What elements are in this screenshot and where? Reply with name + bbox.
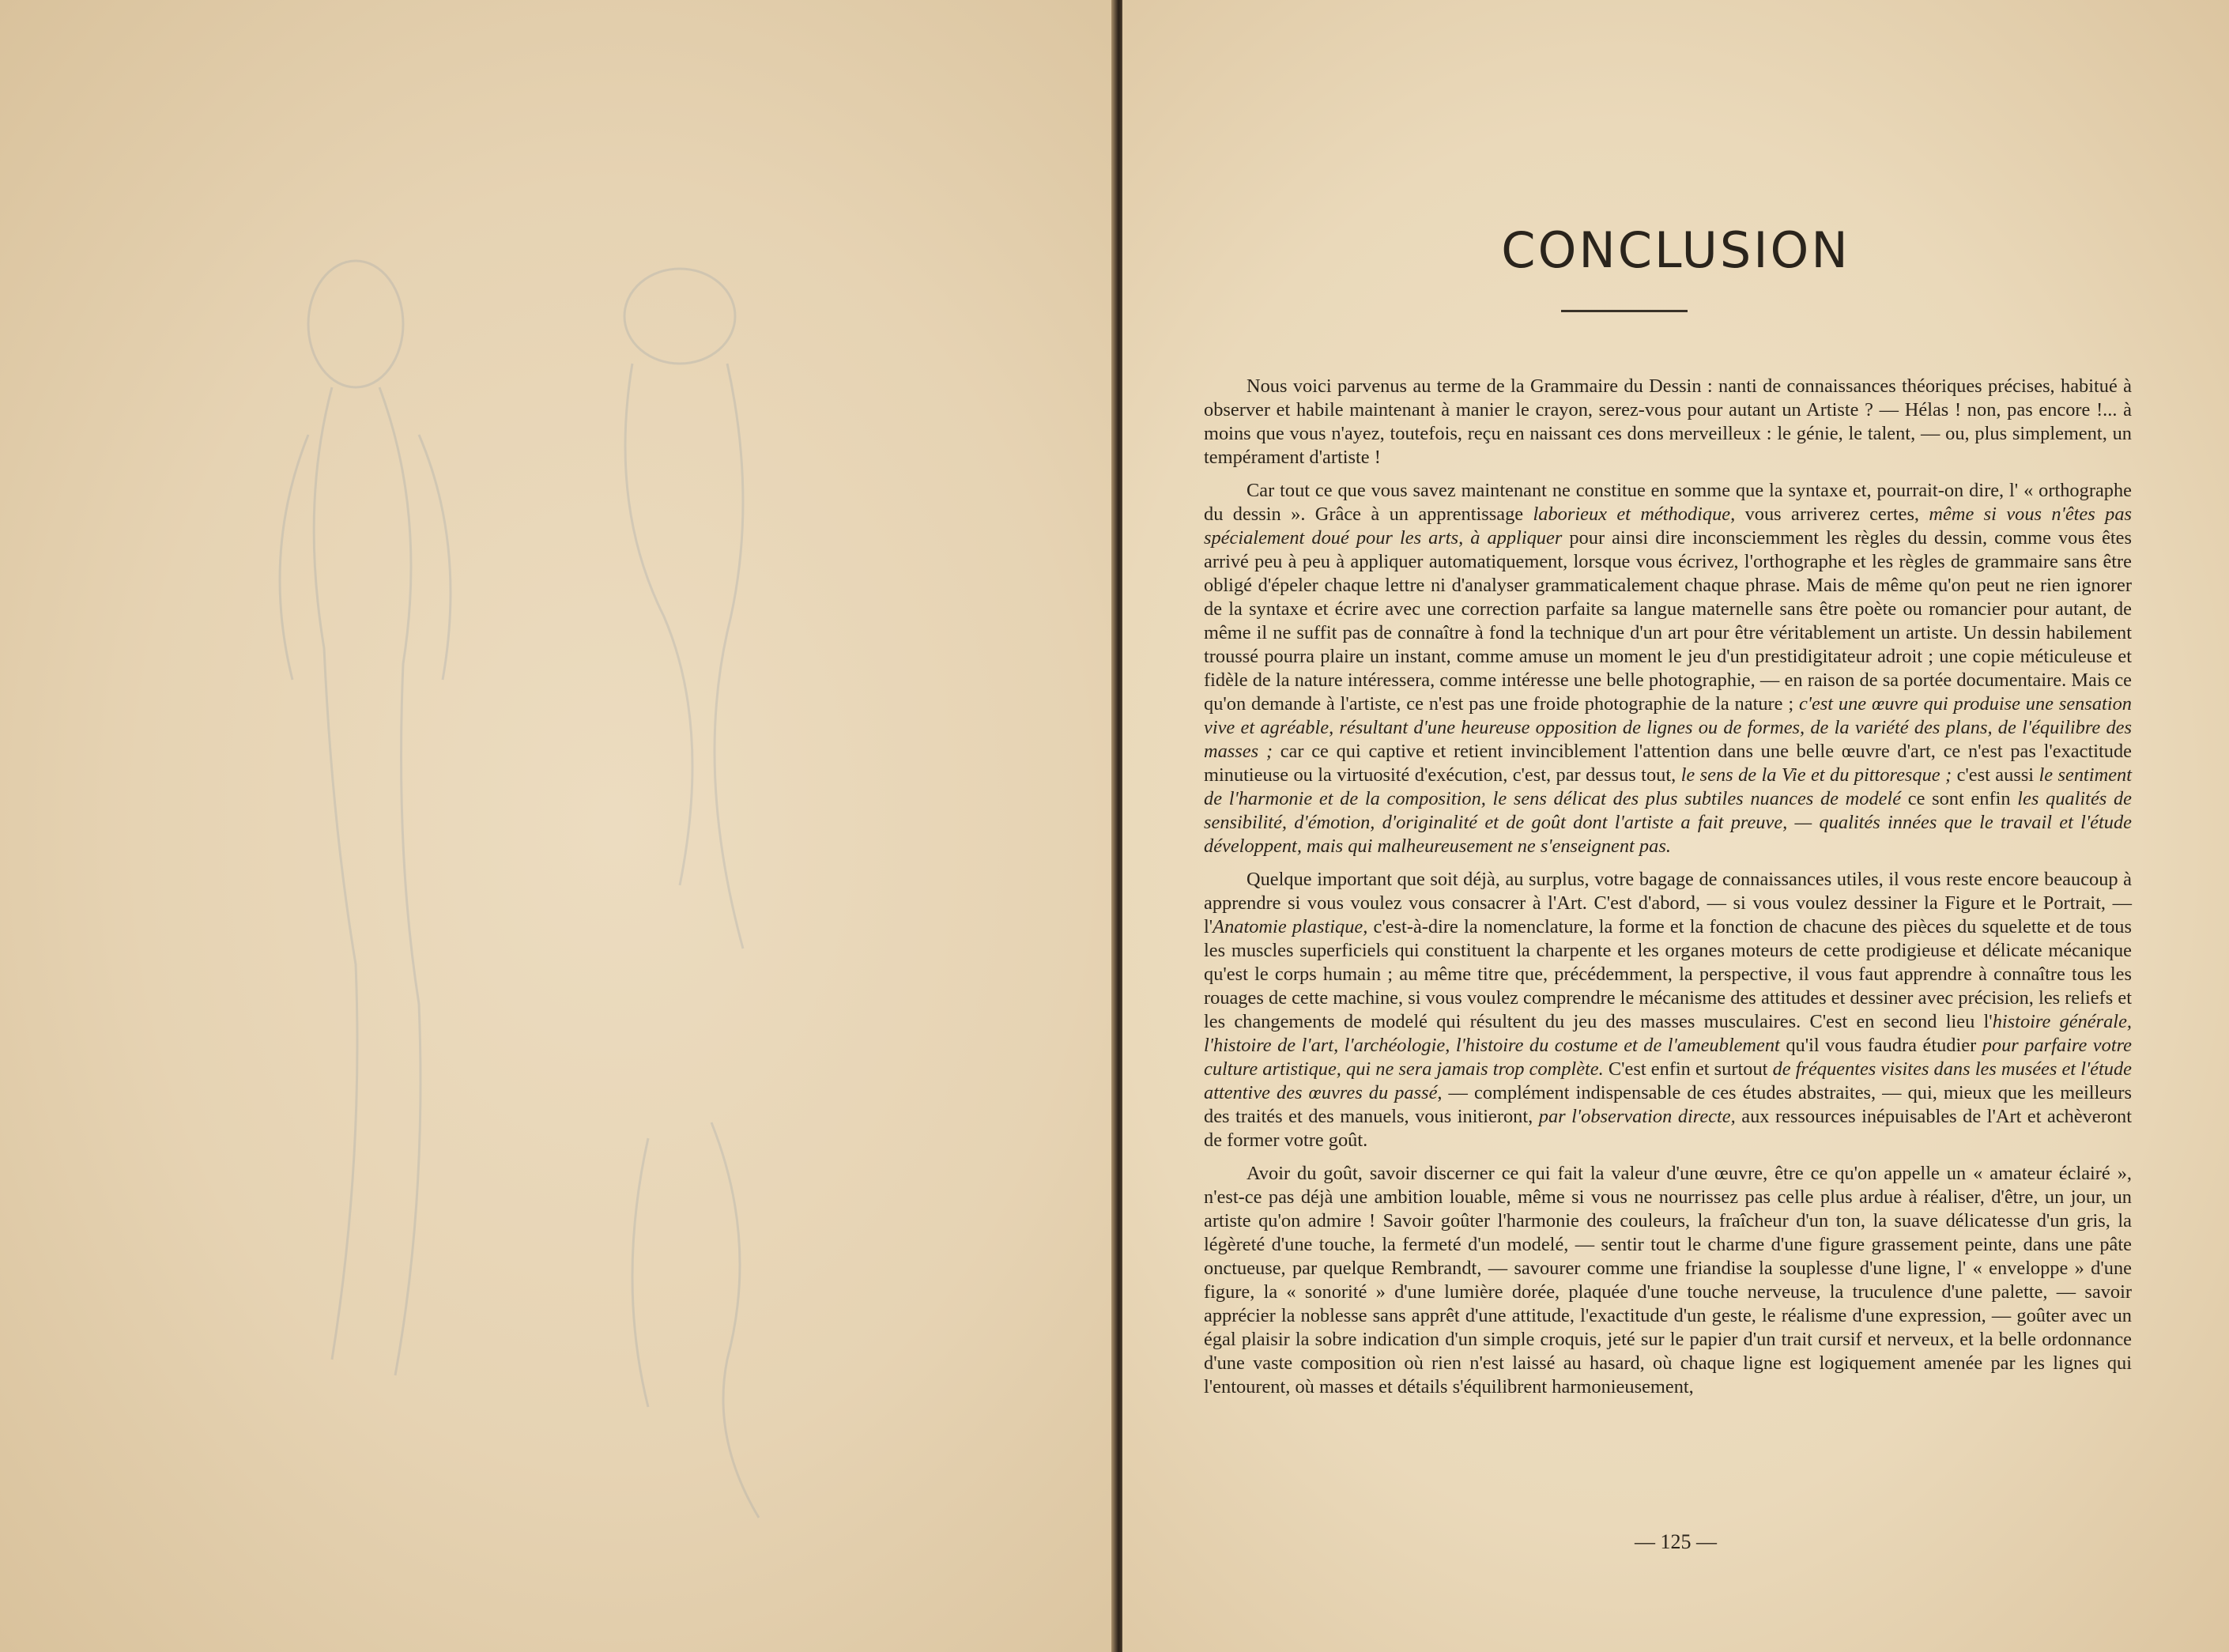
show-through-figure-drawing: [237, 174, 949, 1557]
italic-run: les qualités de sensibilité, d'émotion, d'originalité et de goût dont l'artiste a fait preuve, — qualités innées que le travail et l'étude développent, mais qui malheureusement ne s'enseignent pas.: [1204, 788, 2132, 857]
text-run: C'est enfin et surtout: [1603, 1058, 1773, 1080]
text-run: — complément indispensable de ces études abstraites, — qui, mieux que les meilleurs des traités et des manuels, vous initieront,: [1204, 1082, 2132, 1127]
right-page: [1122, 0, 2229, 1652]
text-run: c'est-à-dire la nomenclature, la forme et la fonction de chacune des pièces du squelette et de tous les muscles superficiels qui constituent la charpente et les organes moteurs de cette prodigieuse et délicate mécanique qu'est le corps humain ; au même titre que, précédemment, la perspective, il vous faut apprendre à connaître tous les rouages de cette machine, si vous voulez comprendre le mécanisme des attitudes et dessiner avec précision, les reliefs et les changements de modelé qui résultent du jeu des masses musculaires. C'est en second lieu l': [1204, 916, 2132, 1032]
italic-run: pour parfaire votre culture artistique, qui ne sera jamais trop complète.: [1204, 1035, 2133, 1080]
italic-run: laborieux et méthodique,: [1533, 504, 1736, 525]
paragraph: [1204, 375, 2132, 470]
text-run: car ce qui captive et retient invinciblement l'attention dans une belle œuvre d'art, ce n'est pas l'exactitude minutieuse ou la virtuosité d'exécution, c'est, par dessus tout,: [1204, 741, 2132, 786]
italic-run: le sens de la Vie et du pittoresque ;: [1680, 764, 1952, 786]
title-rule: [1561, 310, 1688, 312]
text-run: c'est aussi: [1952, 764, 2039, 786]
italic-run: le sentiment de l'harmonie et de la composition, le sens délicat des plus subtiles nuances de modelé: [1204, 764, 2132, 809]
text-run: ce sont enfin: [1901, 788, 2018, 809]
text-run: Car tout ce que vous savez maintenant ne constitue en somme que la syntaxe et, pourrait-on dire, l' « orthographe du dessin ». Grâce à un apprentissage: [1204, 480, 2132, 525]
italic-run: Anatomie plastique,: [1213, 916, 1368, 937]
paragraph: [1204, 479, 2132, 858]
italic-run: histoire générale, l'histoire de l'art, l'archéologie, l'histoire du costume et de l'ameublement: [1204, 1011, 2133, 1056]
italic-run: de fréquentes visites dans les musées et l'étude attentive des œuvres du passé,: [1204, 1058, 2133, 1103]
paragraph: [1204, 1162, 2132, 1399]
text-run: Quelque important que soit déjà, au surplus, votre bagage de connaissances utiles, il vous reste encore beaucoup à apprendre si vous voulez vous consacrer à l'Art. C'est d'abord, — si vous voulez dessiner la Figure et le Portrait, — l': [1204, 869, 2132, 937]
text-run: vous arriverez certes,: [1735, 504, 1929, 525]
page-number: — 125 —: [1635, 1530, 1717, 1553]
italic-run: par l'observation directe,: [1538, 1106, 1736, 1127]
text-run: Avoir du goût, savoir discerner ce qui fait la valeur d'une œuvre, être ce qu'on appelle un « amateur éclairé », n'est-ce pas déjà une ambition louable, même si vous ne nourrissez pas celle plus ardue à réaliser, d'être, un jour, un artiste qu'on admire ! Savoir goûter l'harmonie des couleurs, la fraîcheur d'un ton, la suave délicatesse d'un gris, la légèreté d'une touche, la fermeté d'un modelé, — sentir tout le charme d'une figure grassement peinte, dans une pâte onctueuse, par quelque Rembrandt, — savourer comme une friandise la souplesse d'une ligne, l' « enveloppe » d'une figure, la « sonorité » d'une lumière dorée, plaquée d'une touche nerveuse, la truculence d'une palette, — savoir apprécier la noblesse sans apprêt d'une attitude, l'exactitude d'un geste, le réalisme d'une expression, — goûter avec un égal plaisir la sobre indication d'un simple croquis, jeté sur le papier d'un trait cursif et nerveux, et la belle ordonnance d'une vaste composition où rien n'est laissé au hasard, où chaque ligne est logiquement amenée par les lignes qui l'entourent, où masses et détails s'équilibrent harmonieusement,: [1204, 1163, 2132, 1397]
text-run: aux ressources inépuisables de l'Art et achèveront de former votre goût.: [1204, 1106, 2132, 1151]
text-run: Nous voici parvenus au terme de la Grammaire du Dessin : nanti de connaissances théoriques précises, habitué à observer et habile maintenant à manier le crayon, serez-vous pour autant un Artiste ? — Hélas ! non, pas encore !... à moins que vous n'ayez, toutefois, reçu en naissant ces dons merveilleux : le génie, le talent, — ou, plus simplement, un tempérament d'artiste !: [1204, 375, 2132, 468]
text-run: pour ainsi dire inconsciemment les règles du dessin, comme vous êtes arrivé peu à peu à appliquer automatiquement, lorsque vous écrivez, l'orthographe et les règles de grammaire sans être obligé d'épeler chaque lettre ni d'analyser grammaticalement chaque phrase. Mais de même qu'on peut ne rien ignorer de la syntaxe et écrire avec une correction parfaite sa langue maternelle sans être poète ou romancier pour autant, de même il ne suffit pas de connaître à fond la technique d'un art pour être véritablement un artiste. Un dessin habilement troussé pourra plaire un instant, comme amuse un moment le jeu d'un prestidigitateur adroit ; une copie méticuleuse et fidèle de la nature intéressera, comme intéresse une belle photographie, — en raison de sa portée documentaire. Mais ce qu'on demande à l'artiste, ce n'est pas une froide photographie de la nature ;: [1204, 527, 2132, 715]
chapter-title: CONCLUSION: [1501, 221, 1850, 279]
paragraph: [1204, 868, 2132, 1152]
text-run: qu'il vous faudra étudier: [1779, 1035, 1982, 1056]
italic-run: même si vous n'êtes pas spécialement doué pour les arts, à appliquer: [1204, 504, 2133, 549]
italic-run: c'est une œuvre qui produise une sensation vive et agréable, résultant d'une heureuse opposition de lignes ou de formes, de la variété des plans, de l'équilibre des masses ;: [1204, 693, 2132, 762]
body-text: [1204, 375, 2132, 1409]
